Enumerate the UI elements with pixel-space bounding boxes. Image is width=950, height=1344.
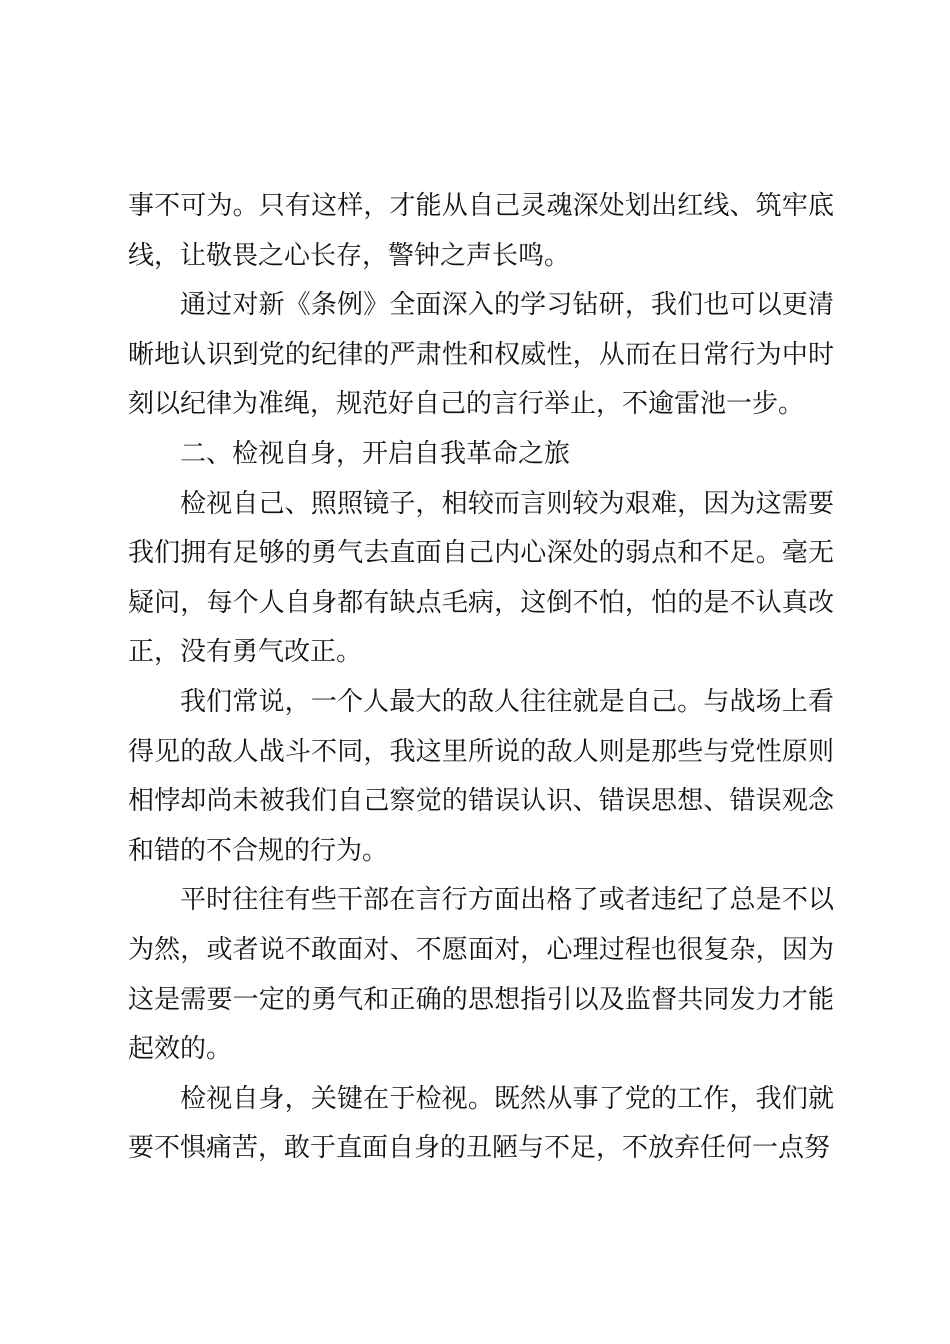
paragraph: 平时往往有些干部在言行方面出格了或者违纪了总是不以为然，或者说不敢面对、不愿面对，心理过程也很复杂，因为这是需要一定的勇气和正确的思想指引以及监督共同发力才能起效的。 [128, 885, 834, 1065]
document-body [128, 182, 834, 1174]
paragraph: 我们常说，一个人最大的敌人往往就是自己。与战场上看得见的敌人战斗不同，我这里所说的敌人则是那些与党性原则相悖却尚未被我们自己察觉的错误认识、错误思想、错误观念和错的不合规的行为。 [128, 686, 834, 866]
paragraph: 检视自己、照照镜子，相较而言则较为艰难，因为这需要我们拥有足够的勇气去直面自己内心深处的弱点和不足。毫无疑问，每个人自身都有缺点毛病，这倒不怕，怕的是不认真改正，没有勇气改正。 [128, 488, 834, 668]
paragraph-continuation: 事不可为。只有这样，才能从自己灵魂深处划出红线、筑牢底线，让敬畏之心长存，警钟之声长鸣。 [128, 191, 834, 271]
section-heading: 二、检视自身，开启自我革命之旅 [180, 438, 571, 469]
paragraph: 通过对新《条例》全面深入的学习钻研，我们也可以更清晰地认识到党的纪律的严肃性和权威性，从而在日常行为中时刻以纪律为准绳，规范好自己的言行举止，不逾雷池一步。 [128, 290, 834, 420]
paragraph: 检视自身，关键在于检视。既然从事了党的工作，我们就要不惧痛苦，敢于直面自身的丑陋与不足，不放弃任何一点努 [128, 1083, 834, 1164]
